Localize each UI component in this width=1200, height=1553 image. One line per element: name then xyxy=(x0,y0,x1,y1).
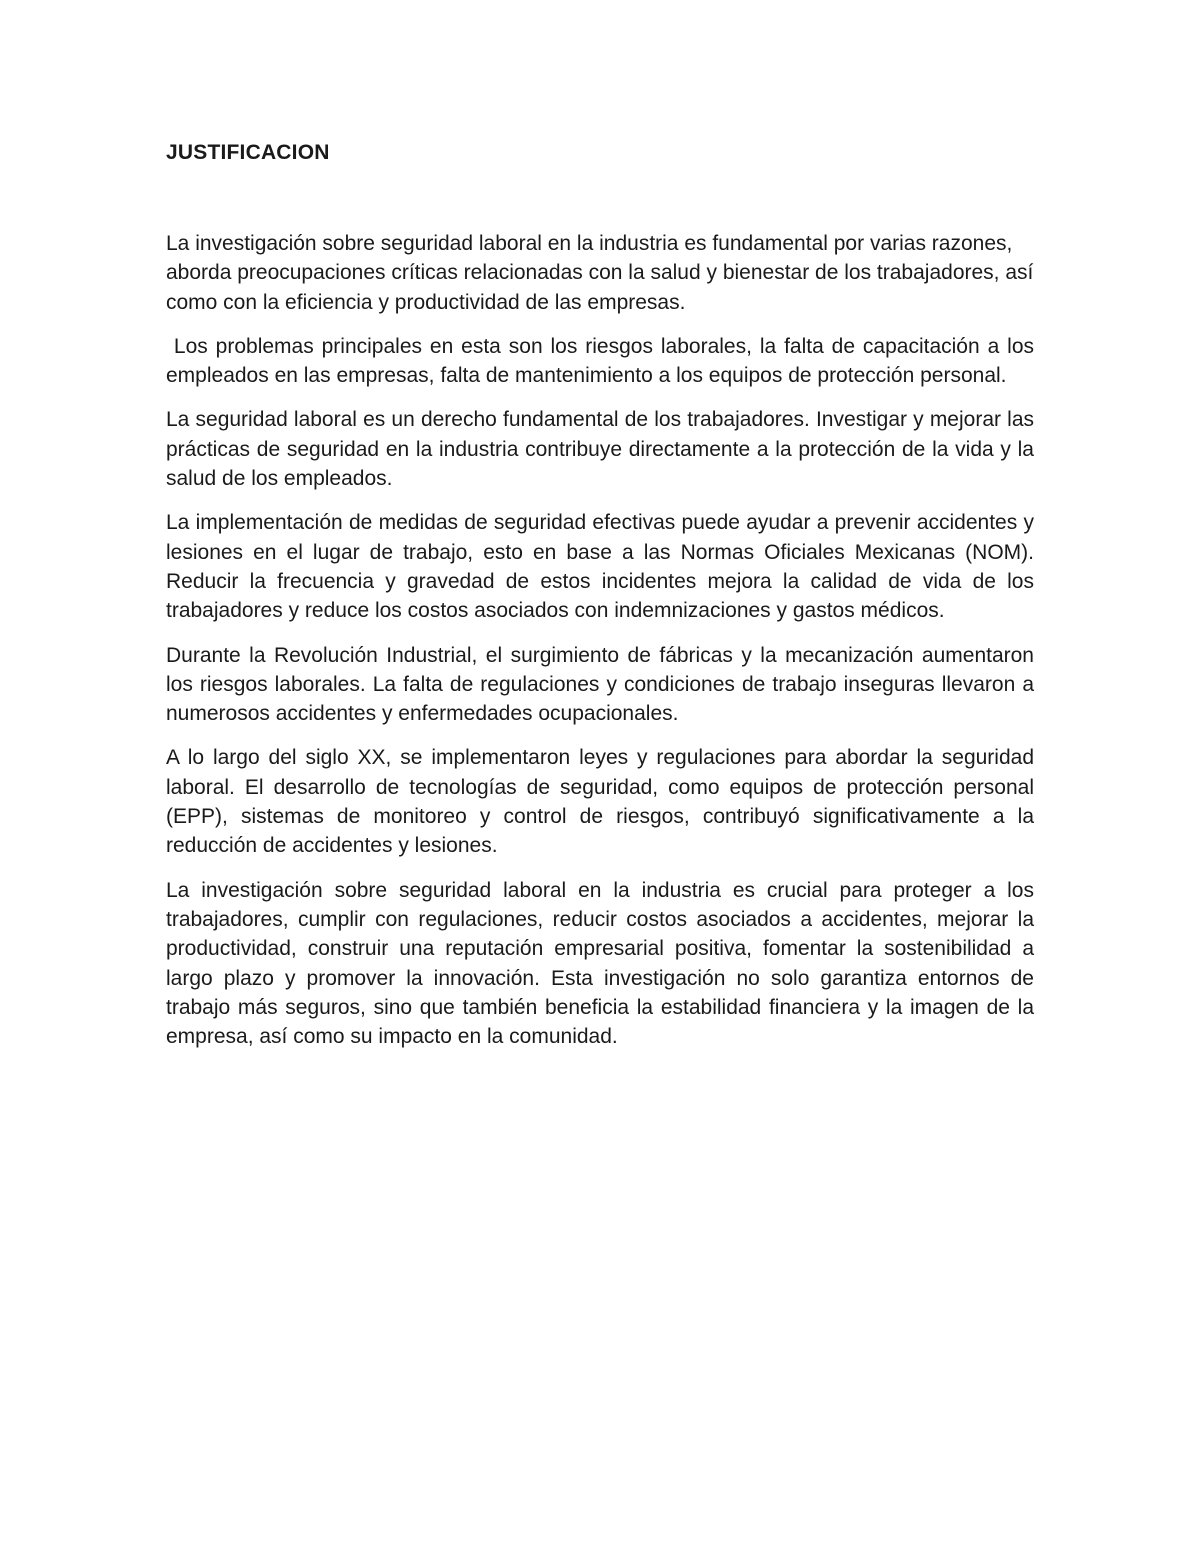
paragraph-conclusion: La investigación sobre seguridad laboral en la industria es crucial para proteger a los trabajadores, cumplir con regulaciones, reducir costos asociados a accidentes, mejorar la productividad, construir una reputación empresarial positiva, fomentar la sostenibilidad a largo plazo y promover la innovación. Esta investigación no solo garantiza entornos de trabajo más seguros, sino que también beneficia la estabilidad financiera y la imagen de la empresa, así como su impacto en la comunidad. xyxy=(166,878,1040,1049)
paragraph-problems: Los problemas principales en esta son los riesgos laborales, la falta de capacitación a los empleados en las empresas, falta de mantenimiento a los equipos de protección personal. xyxy=(166,334,1040,388)
document-title: JUSTIFICACION xyxy=(166,141,330,164)
paragraph-industrial-revolution: Durante la Revolución Industrial, el surgimiento de fábricas y la mecanización aumentaron los riesgos laborales. La falta de regulaciones y condiciones de trabajo inseguras llevaron a numerosos accidentes y enfermedades ocupacionales. xyxy=(166,643,1040,726)
paragraph-intro: La investigación sobre seguridad laboral en la industria es fundamental por varias razones, aborda preocupaciones críticas relacionadas con la salud y bienestar de los trabajadores, así como con la eficiencia y productividad de las empresas. xyxy=(166,232,1040,314)
paragraph-twentieth-century: A lo largo del siglo XX, se implementaron leyes y regulaciones para abordar la seguridad laboral. El desarrollo de tecnologías de seguridad, como equipos de protección personal (EPP), sistemas de monitoreo y control de riesgos, contribuyó significativamente a la reducción de accidentes y lesiones. xyxy=(166,746,1040,858)
paragraph-measures: La implementación de medidas de seguridad efectivas puede ayudar a prevenir accidentes y lesiones en el lugar de trabajo, esto en base a las Normas Oficiales Mexicanas (NOM). Reducir la frecuencia y gravedad de estos incidentes mejora la calidad de vida de los trabajadores y reduce los costos asociados con indemnizaciones y gastos médicos. xyxy=(166,511,1040,623)
document-body xyxy=(166,138,1040,1066)
paragraph-right: La seguridad laboral es un derecho fundamental de los trabajadores. Investigar y mejorar las prácticas de seguridad en la industria contribuye directamente a la protección de la vida y la salud de los empleados. xyxy=(166,408,1040,491)
paragraph-list xyxy=(166,229,1040,1051)
